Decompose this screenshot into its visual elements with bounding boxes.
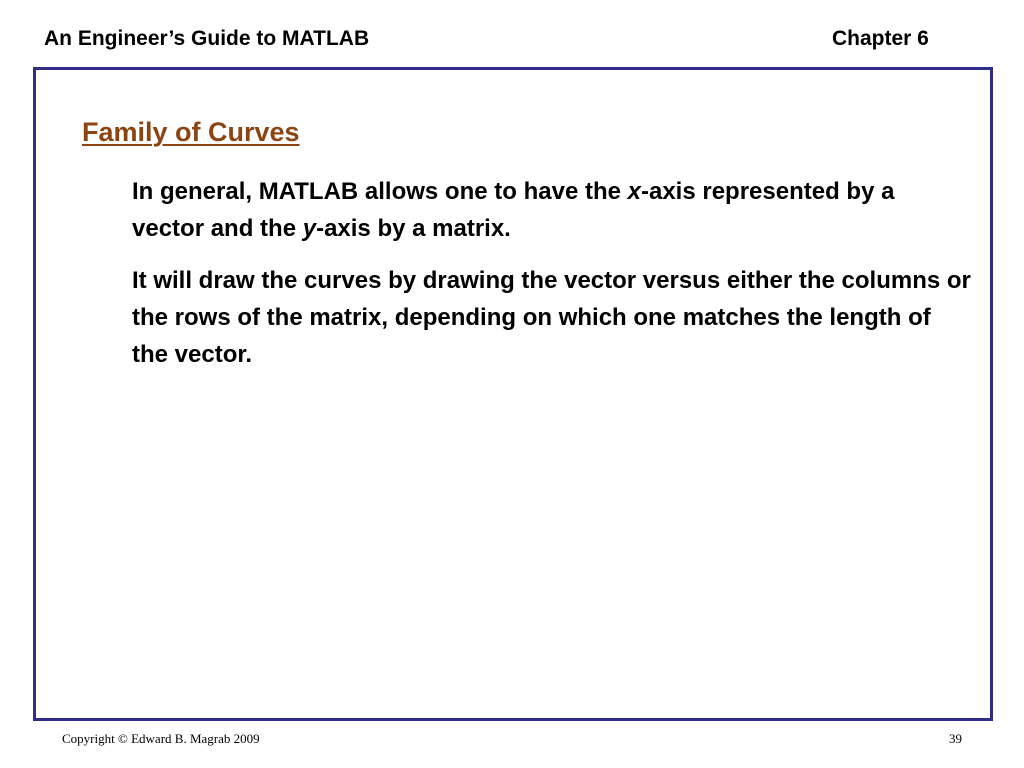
slide-frame	[33, 67, 993, 721]
chapter-header: Chapter 6	[832, 27, 929, 50]
paragraph-axes	[132, 173, 972, 247]
slide-title: Family of Curves	[82, 117, 300, 147]
paragraph-axes-part1: In general, MATLAB allows one to have the	[132, 178, 628, 205]
paragraph-axes-part2: -axis represented by a vector and the	[132, 178, 895, 242]
paragraph-drawing: It will draw the curves by drawing the vector versus either the columns or the rows of the matrix, depending on which one matches the length of the vector.	[132, 267, 971, 368]
copyright-footer: Copyright © Edward B. Magrab 2009	[62, 731, 260, 746]
page-number: 39	[949, 731, 962, 746]
book-title-header: An Engineer’s Guide to MATLAB	[44, 27, 370, 50]
paragraph-axes-part3: -axis by a matrix.	[316, 215, 511, 242]
y-variable: y	[302, 215, 317, 242]
slide-body	[132, 173, 972, 388]
x-variable: x	[627, 178, 641, 205]
